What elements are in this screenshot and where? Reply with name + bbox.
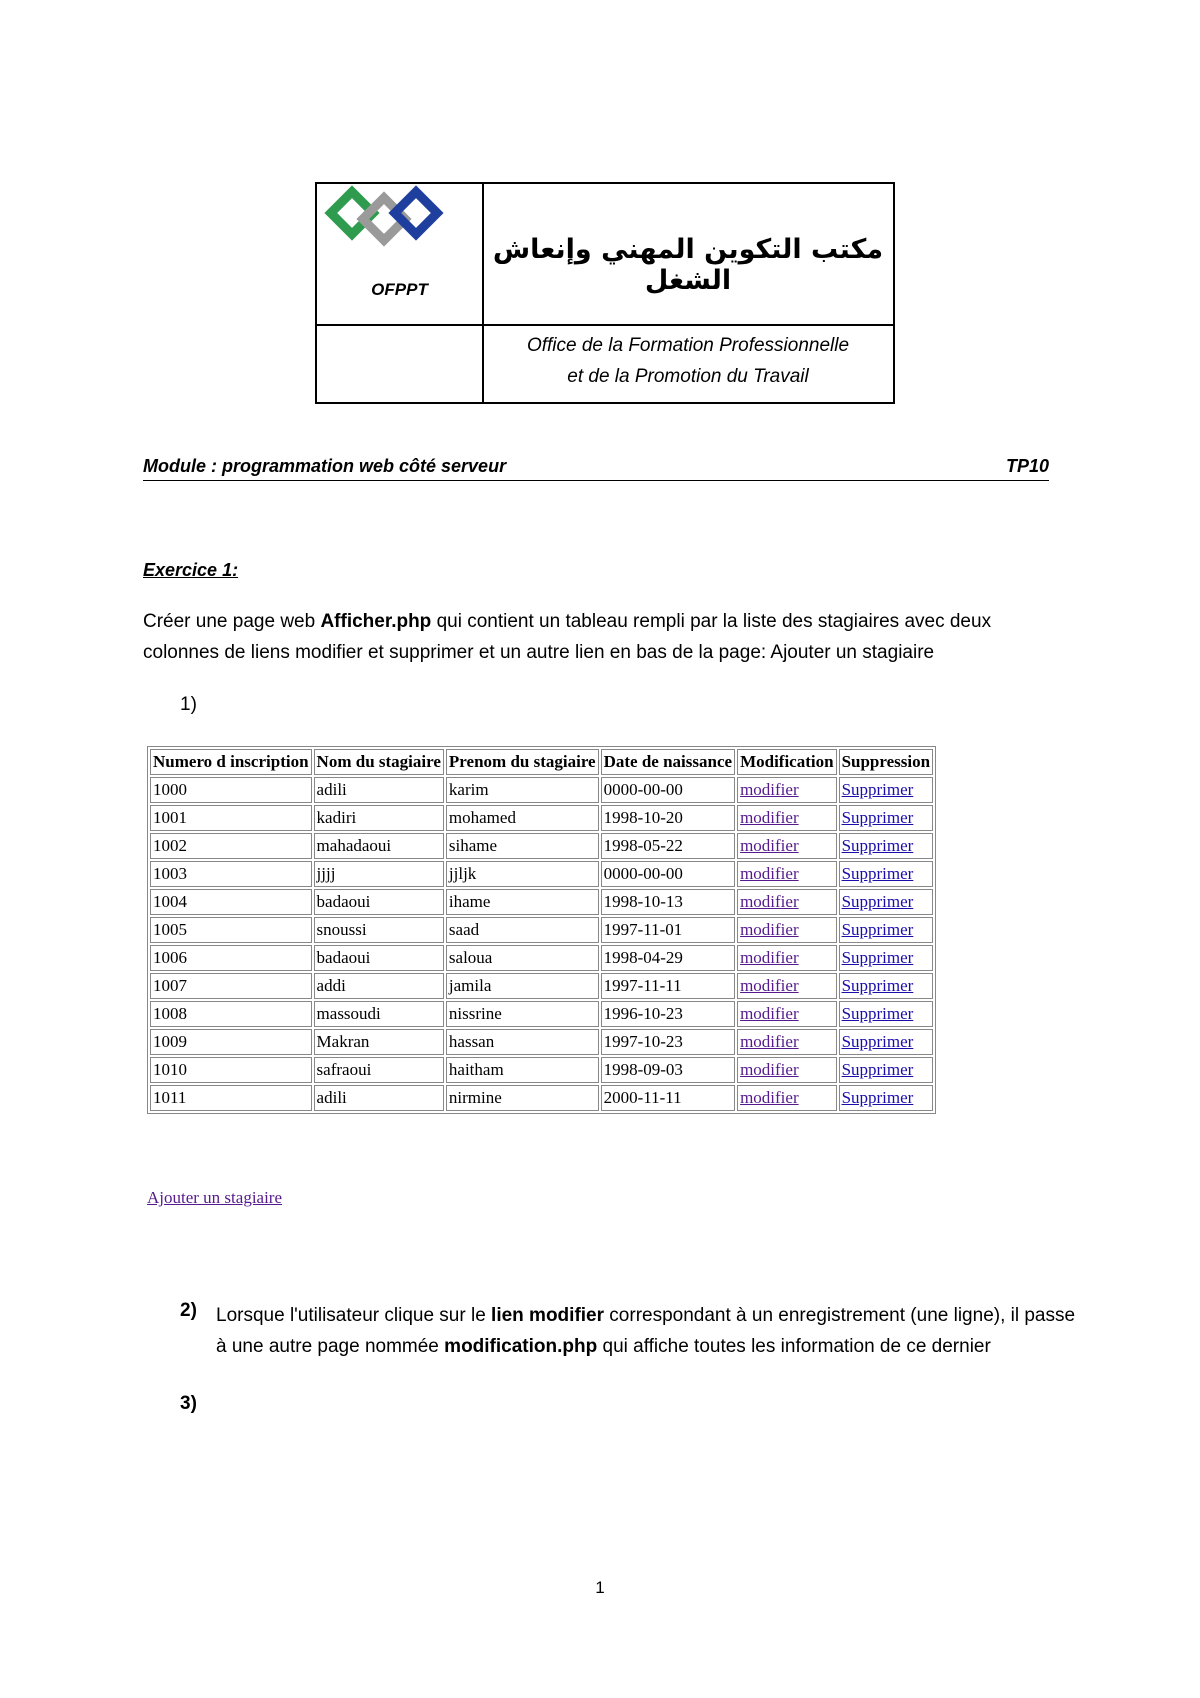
- cell-numero: 1003: [150, 861, 312, 887]
- table-row: [150, 1085, 933, 1111]
- exercise-title: Exercice 1:: [143, 560, 239, 580]
- cell-date: 1998-04-29: [601, 945, 735, 971]
- modifier-link-cell: [737, 777, 837, 803]
- cell-prenom: mohamed: [446, 805, 599, 831]
- table-row: [150, 973, 933, 999]
- supprimer-link-cell: [839, 945, 934, 971]
- modifier-link[interactable]: modifier: [740, 1004, 799, 1023]
- intro-text-1: Créer une page web: [143, 611, 321, 632]
- modifier-link[interactable]: modifier: [740, 780, 799, 799]
- modifier-link[interactable]: modifier: [740, 1060, 799, 1079]
- supprimer-link[interactable]: Supprimer: [841, 864, 914, 883]
- exercise-intro: [143, 606, 1063, 668]
- step2-text-1: Lorsque l'utilisateur clique sur le: [216, 1305, 492, 1326]
- cell-date: 1998-09-03: [601, 1057, 735, 1083]
- table-row: [150, 777, 933, 803]
- cell-numero: 1008: [150, 1001, 312, 1027]
- supprimer-link-cell: [839, 1029, 934, 1055]
- cell-nom: addi: [314, 973, 444, 999]
- col-header: Date de naissance: [601, 749, 735, 775]
- table-row: [150, 1029, 933, 1055]
- cell-prenom: saad: [446, 917, 599, 943]
- cell-numero: 1006: [150, 945, 312, 971]
- cell-prenom: sihame: [446, 833, 599, 859]
- cell-nom: jjjj: [314, 861, 444, 887]
- office-name: [483, 330, 893, 392]
- cell-numero: 1009: [150, 1029, 312, 1055]
- supprimer-link[interactable]: Supprimer: [841, 780, 914, 799]
- supprimer-link-cell: [839, 1057, 934, 1083]
- cell-prenom: karim: [446, 777, 599, 803]
- supprimer-link-cell: [839, 917, 934, 943]
- table-row: [150, 889, 933, 915]
- cell-date: 1997-11-11: [601, 973, 735, 999]
- modifier-link-cell: [737, 1001, 837, 1027]
- table-row: [150, 917, 933, 943]
- cell-numero: 1010: [150, 1057, 312, 1083]
- col-header: Prenom du stagiaire: [446, 749, 599, 775]
- col-header: Modification: [737, 749, 837, 775]
- cell-nom: adili: [314, 1085, 444, 1111]
- add-stagiaire-link[interactable]: Ajouter un stagiaire: [147, 1188, 283, 1207]
- supprimer-link[interactable]: Supprimer: [841, 1060, 914, 1079]
- supprimer-link[interactable]: Supprimer: [841, 808, 914, 827]
- header-box: [315, 182, 895, 404]
- cell-prenom: ihame: [446, 889, 599, 915]
- col-header: Numero d inscription: [150, 749, 312, 775]
- page-number: 1: [595, 1578, 605, 1597]
- modifier-link-cell: [737, 973, 837, 999]
- supprimer-link[interactable]: Supprimer: [841, 1032, 914, 1051]
- logo-text: OFPPT: [371, 280, 428, 299]
- modifier-link[interactable]: modifier: [740, 808, 799, 827]
- cell-prenom: saloua: [446, 945, 599, 971]
- module-line: [143, 456, 1049, 481]
- ofppt-logo: [323, 184, 447, 254]
- table-row: [150, 833, 933, 859]
- module-label: Module : programmation web côté serveur: [143, 456, 507, 476]
- cell-prenom: jjljk: [446, 861, 599, 887]
- cell-nom: adili: [314, 777, 444, 803]
- table-row: [150, 805, 933, 831]
- table-row: [150, 1001, 933, 1027]
- cell-numero: 1004: [150, 889, 312, 915]
- cell-date: 1998-05-22: [601, 833, 735, 859]
- tp-label: TP10: [1005, 456, 1049, 476]
- modifier-link[interactable]: modifier: [740, 1088, 799, 1107]
- modifier-link-cell: [737, 1029, 837, 1055]
- supprimer-link[interactable]: Supprimer: [841, 1088, 914, 1107]
- arabic-title: مكتب التكوين المهني وإنعاش الشغل: [492, 234, 884, 296]
- cell-prenom: nirmine: [446, 1085, 599, 1111]
- cell-date: 1997-10-23: [601, 1029, 735, 1055]
- cell-prenom: jamila: [446, 973, 599, 999]
- stagiaires-table: [147, 746, 936, 1114]
- cell-nom: safraoui: [314, 1057, 444, 1083]
- supprimer-link-cell: [839, 777, 934, 803]
- modifier-link[interactable]: modifier: [740, 864, 799, 883]
- step2-text-2: correspondant à un enregistrement (une ligne), il passe à une autre page nommée: [216, 1305, 1076, 1357]
- modifier-link-cell: [737, 833, 837, 859]
- table-header-row: [150, 749, 933, 775]
- modifier-link-cell: [737, 889, 837, 915]
- intro-filename: Afficher.php: [320, 611, 432, 632]
- modifier-link-cell: [737, 861, 837, 887]
- cell-numero: 1005: [150, 917, 312, 943]
- step2-text-3: qui affiche toutes les information de ce dernier: [597, 1336, 991, 1357]
- header-horizontal-divider: [317, 324, 893, 326]
- cell-numero: 1011: [150, 1085, 312, 1111]
- cell-nom: kadiri: [314, 805, 444, 831]
- cell-date: 2000-11-11: [601, 1085, 735, 1111]
- modifier-link[interactable]: modifier: [740, 892, 799, 911]
- office-name-line1: Office de la Formation Professionnelle: [526, 335, 850, 356]
- cell-numero: 1007: [150, 973, 312, 999]
- cell-date: 1998-10-13: [601, 889, 735, 915]
- supprimer-link-cell: [839, 833, 934, 859]
- modifier-link-cell: [737, 917, 837, 943]
- modifier-link-cell: [737, 805, 837, 831]
- modifier-link[interactable]: modifier: [740, 920, 799, 939]
- cell-date: 1998-10-20: [601, 805, 735, 831]
- step2-bold-2: modification.php: [444, 1336, 598, 1357]
- supprimer-link[interactable]: Supprimer: [841, 892, 914, 911]
- cell-nom: Makran: [314, 1029, 444, 1055]
- cell-date: 0000-00-00: [601, 777, 735, 803]
- step-1-number: 1): [180, 694, 197, 715]
- supprimer-link-cell: [839, 1085, 934, 1111]
- supprimer-link[interactable]: Supprimer: [841, 948, 914, 967]
- table-row: [150, 945, 933, 971]
- supprimer-link[interactable]: Supprimer: [841, 920, 914, 939]
- cell-prenom: haitham: [446, 1057, 599, 1083]
- table-row: [150, 1057, 933, 1083]
- cell-date: 0000-00-00: [601, 861, 735, 887]
- step-2-text: [216, 1300, 1076, 1362]
- supprimer-link[interactable]: Supprimer: [841, 836, 914, 855]
- supprimer-link-cell: [839, 973, 934, 999]
- modifier-link[interactable]: modifier: [740, 948, 799, 967]
- cell-nom: mahadaoui: [314, 833, 444, 859]
- col-header: Suppression: [839, 749, 934, 775]
- cell-nom: snoussi: [314, 917, 444, 943]
- cell-nom: badaoui: [314, 945, 444, 971]
- supprimer-link-cell: [839, 889, 934, 915]
- cell-prenom: nissrine: [446, 1001, 599, 1027]
- cell-nom: massoudi: [314, 1001, 444, 1027]
- modifier-link-cell: [737, 1057, 837, 1083]
- supprimer-link[interactable]: Supprimer: [841, 976, 914, 995]
- cell-numero: 1000: [150, 777, 312, 803]
- supprimer-link-cell: [839, 861, 934, 887]
- cell-nom: badaoui: [314, 889, 444, 915]
- office-name-line2: et de la Promotion du Travail: [567, 366, 809, 387]
- supprimer-link-cell: [839, 805, 934, 831]
- cell-date: 1996-10-23: [601, 1001, 735, 1027]
- supprimer-link[interactable]: Supprimer: [841, 1004, 914, 1023]
- supprimer-link-cell: [839, 1001, 934, 1027]
- modifier-link-cell: [737, 945, 837, 971]
- step2-bold-1: lien modifier: [491, 1305, 605, 1326]
- modifier-link[interactable]: modifier: [740, 1032, 799, 1051]
- modifier-link[interactable]: modifier: [740, 976, 799, 995]
- modifier-link-cell: [737, 1085, 837, 1111]
- step-3-number: 3): [180, 1393, 197, 1414]
- step-2-number: 2): [180, 1300, 197, 1321]
- table-row: [150, 861, 933, 887]
- cell-date: 1997-11-01: [601, 917, 735, 943]
- cell-prenom: hassan: [446, 1029, 599, 1055]
- modifier-link[interactable]: modifier: [740, 836, 799, 855]
- intro-text-2: qui contient un tableau rempli par la liste des stagiaires avec deux colonnes de liens modifier et supprimer et un autre lien en bas de la page: Ajouter un stagiaire: [143, 611, 992, 663]
- col-header: Nom du stagiaire: [314, 749, 444, 775]
- cell-numero: 1002: [150, 833, 312, 859]
- cell-numero: 1001: [150, 805, 312, 831]
